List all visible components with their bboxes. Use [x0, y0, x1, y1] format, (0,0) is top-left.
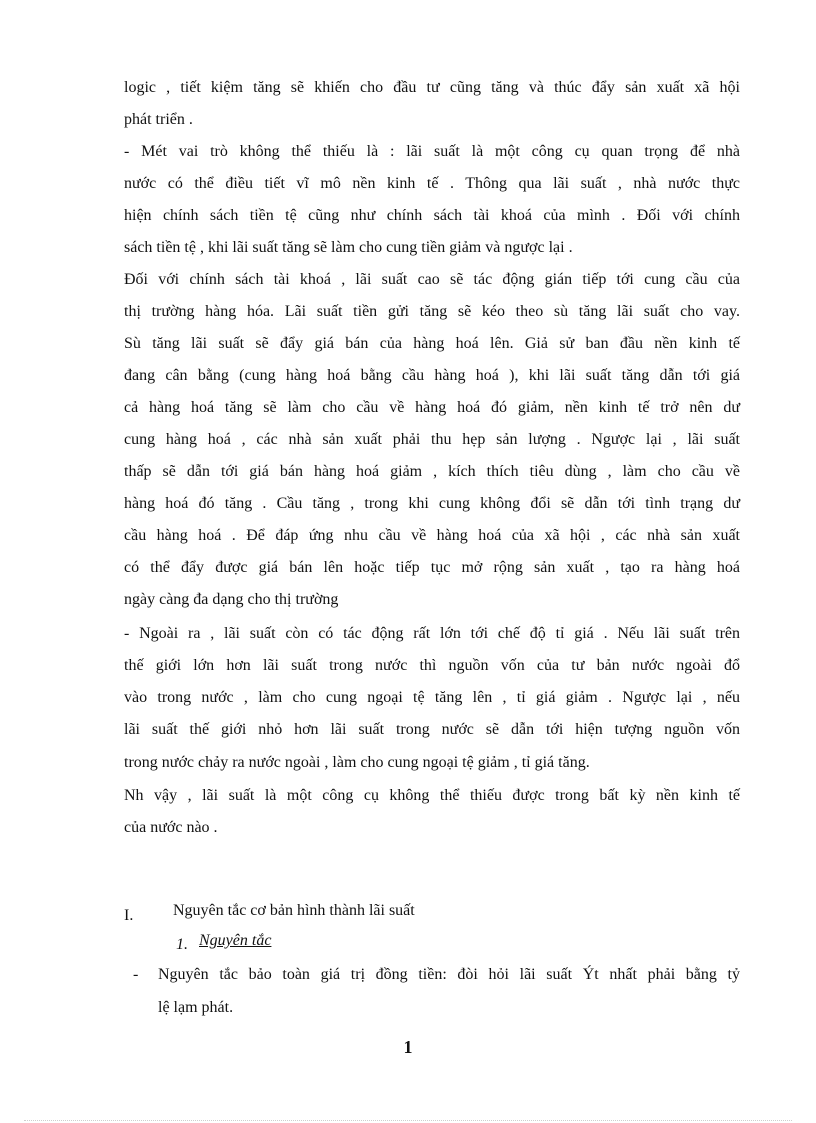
subsection-number: 1. [176, 936, 188, 953]
page-number: 1 [403, 1037, 413, 1057]
body-line: Đối với chính sách tài khoá , lãi suất cao sẽ tác động gián tiếp tới cung cầu của [124, 271, 740, 288]
body-line: đang cân bằng (cung hàng hoá bằng cầu hàng hoá ), khi lãi suất tăng dẫn tới giá [124, 367, 740, 384]
body-line: của nước nào . [124, 819, 218, 836]
body-line: Sù tăng lãi suất sẽ đẩy giá bán của hàng hoá lên. Giả sử ban đầu nền kinh tế [124, 335, 740, 352]
bullet-line: Nguyên tắc bảo toàn giá trị đồng tiền: đòi hỏi lãi suất Ýt nhất phải bằng tỷ [158, 966, 740, 983]
body-line: thế giới lớn hơn lãi suất trong nước thì nguồn vốn của tư bản nước ngoài đổ [124, 657, 740, 674]
body-line: - Ngoài ra , lãi suất còn có tác động rất lớn tới chế độ tỉ giá . Nếu lãi suất trên [124, 625, 740, 642]
body-line: sách tiền tệ , khi lãi suất tăng sẽ làm cho cung tiền giảm và ngược lại . [124, 239, 573, 256]
body-line: cả hàng hoá tăng sẽ làm cho cầu về hàng hoá đó giảm, nền kinh tế trở nên dư [124, 399, 740, 416]
section-number: I. [124, 907, 134, 924]
body-line: hiện chính sách tiền tệ cũng như chính sách tài khoá của mình . Đối với chính [124, 207, 740, 224]
body-line: có thể đẩy được giá bán lên hoặc tiếp tục mở rộng sản xuất , tạo ra hàng hoá [124, 559, 740, 576]
page-bottom-rule [24, 1120, 792, 1121]
body-line: ngày càng đa dạng cho thị trường [124, 591, 339, 608]
body-line: logic , tiết kiệm tăng sẽ khiến cho đầu tư cũng tăng và thúc đẩy sản xuất xã hội [124, 79, 740, 96]
body-line: vào trong nước , làm cho cung ngoại tệ tăng lên , tỉ giá giảm . Ngược lại , nếu [124, 689, 740, 706]
subsection-title-text: Nguyên tắc [199, 932, 272, 949]
body-line: - Mét vai trò không thể thiếu là : lãi suất là một công cụ quan trọng để nhà [124, 143, 740, 160]
body-line: thị trường hàng hóa. Lãi suất tiền gửi tăng sẽ kéo theo sù tăng lãi suất cho vay. [124, 303, 740, 320]
bullet-marker: - [133, 966, 139, 983]
body-line: nước có thể điều tiết vĩ mô nền kinh tế . Thông qua lãi suất , nhà nước thực [124, 175, 740, 192]
body-line: hàng hoá đó tăng . Cầu tăng , trong khi cung không đổi sẽ dẫn tới tình trạng dư [124, 495, 740, 512]
body-line: thấp sẽ dẫn tới giá bán hàng hoá giảm , kích thích tiêu dùng , làm cho cầu về [124, 463, 740, 480]
section-title: Nguyên tắc cơ bản hình thành lãi suất [173, 902, 415, 919]
bullet-line: lệ lạm phát. [158, 999, 234, 1016]
body-line: phát triển . [124, 111, 193, 128]
body-line: cung hàng hoá , các nhà sản xuất phải thu hẹp sản lượng . Ngược lại , lãi suất [124, 431, 740, 448]
body-line: lãi suất thế giới nhỏ hơn lãi suất trong nước sẽ dẫn tới hiện tượng nguồn vốn [124, 721, 740, 738]
subsection-title [199, 931, 271, 951]
body-line: trong nước chảy ra nước ngoài , làm cho cung ngoại tệ giảm , tỉ giá tăng. [124, 754, 590, 771]
body-line: Nh vậy , lãi suất là một công cụ không thể thiếu được trong bất kỳ nền kinh tế [124, 787, 740, 804]
body-line: cầu hàng hoá . Để đáp ứng nhu cầu về hàng hoá của xã hội , các nhà sản xuất [124, 527, 740, 544]
